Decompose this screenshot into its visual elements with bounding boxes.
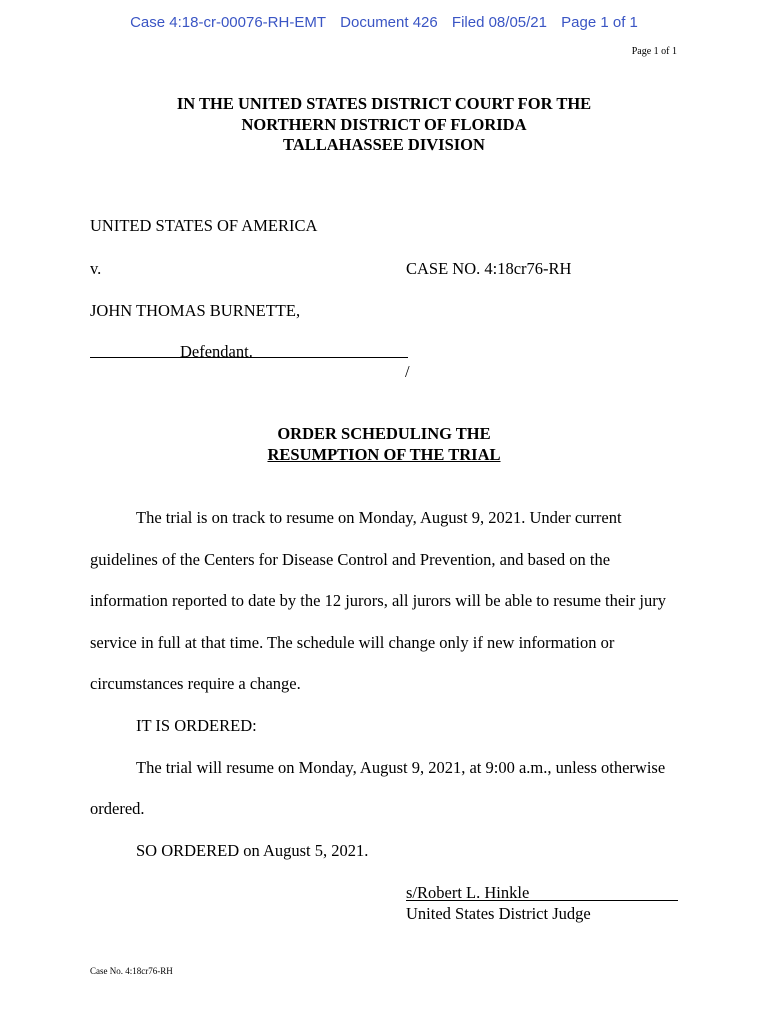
court-line-1: IN THE UNITED STATES DISTRICT COURT FOR THE <box>176 94 592 113</box>
plaintiff: UNITED STATES OF AMERICA <box>90 216 318 235</box>
order-title-line-1: ORDER SCHEDULING THE <box>277 424 491 443</box>
signature-name: s/Robert L. Hinkle <box>406 883 530 902</box>
court-line-2: NORTHERN DISTRICT OF FLORIDA <box>241 114 527 134</box>
stamp-document: Document 426 <box>340 14 438 31</box>
stamp-case: Case 4:18-cr-00076-RH-EMT <box>130 14 326 31</box>
court-heading <box>0 94 768 156</box>
stamp-filed: Filed 08/05/21 <box>451 14 547 31</box>
order-title <box>0 424 768 465</box>
footer-case-number: Case No. 4:18cr76-RH <box>90 966 173 976</box>
page-label: Page 1 of 1 <box>631 46 677 57</box>
signature-rule <box>406 900 678 901</box>
order-title-line-2: RESUMPTION OF THE TRIAL <box>267 444 501 464</box>
versus: v. <box>90 259 102 278</box>
caption-slash: / <box>405 362 410 381</box>
filing-stamp <box>0 14 768 31</box>
signature-title: United States District Judge <box>406 904 591 923</box>
stamp-page: Page 1 of 1 <box>561 14 638 31</box>
case-number: CASE NO. 4:18cr76-RH <box>406 259 572 278</box>
defendant-name: JOHN THOMAS BURNETTE, <box>90 301 301 320</box>
paragraph-1: The trial is on track to resume on Monday, August 9, 2021. Under current guidelines of the Centers for Disease Control and Prevention, and based on the information reported to date by the 12 jurors, all jurors will be able to resume their jury service in full at that time. The schedule will change only if new information or circumstances require a change. <box>90 508 666 694</box>
it-is-ordered: IT IS ORDERED: <box>136 715 257 735</box>
defendant-label: Defendant. <box>180 342 253 361</box>
paragraph-2: The trial will resume on Monday, August 9, 2021, at 9:00 a.m., unless otherwise ordered. <box>90 757 666 819</box>
order-body <box>90 497 680 871</box>
court-line-3: TALLAHASSEE DIVISION <box>283 135 485 154</box>
so-ordered: SO ORDERED on August 5, 2021. <box>136 840 369 860</box>
caption-rule <box>90 357 408 358</box>
